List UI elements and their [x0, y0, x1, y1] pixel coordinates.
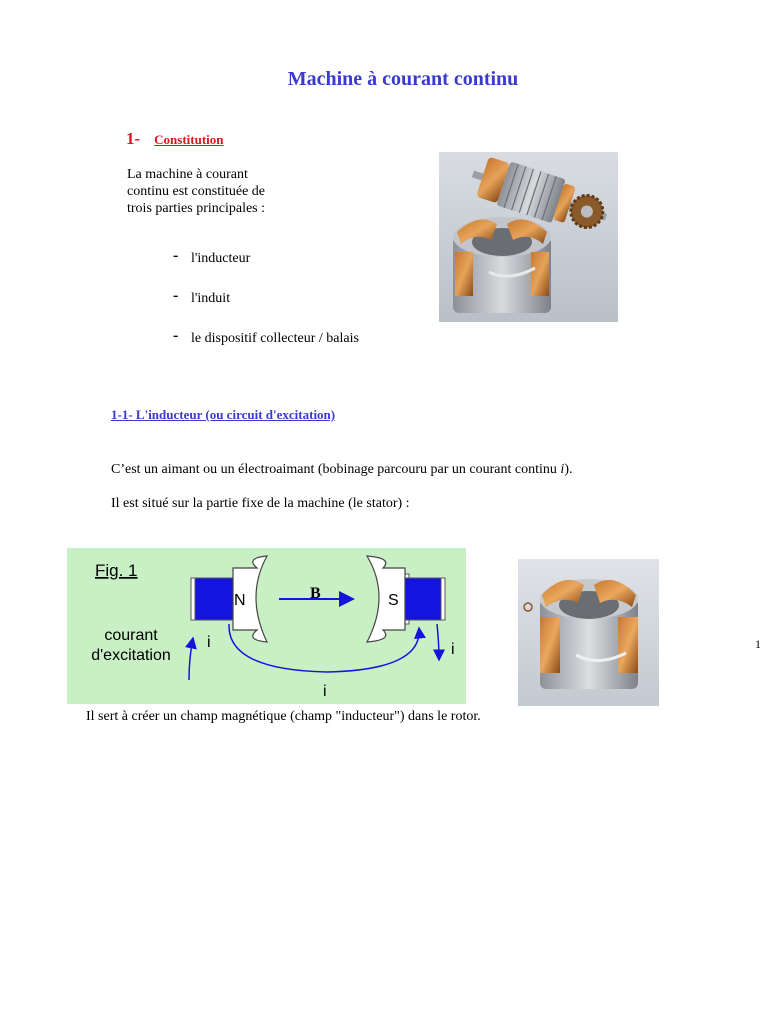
bullet-marker: - [173, 287, 179, 304]
field-label: B [310, 585, 321, 602]
right-coil [403, 574, 445, 624]
paragraph-text: ). [564, 462, 573, 477]
list-item-text: l'induit [191, 291, 231, 306]
intro-line: La machine à courant [127, 167, 248, 182]
motor-parts-photo [439, 152, 618, 322]
current-i-label: i [323, 683, 327, 700]
section-label: Constitution [154, 132, 224, 147]
list-item [173, 247, 250, 267]
bullet-marker: - [173, 247, 179, 264]
current-i-label: i [207, 634, 211, 651]
south-label: S [388, 592, 399, 609]
figure-title: Fig. 1 [95, 561, 138, 580]
paragraph [111, 462, 572, 478]
variable-i: i [560, 462, 565, 477]
intro-line: continu est constituée de [127, 184, 266, 199]
paragraph-text: C’est un aimant ou un électroaimant (bobinage parcouru par un courant continu [111, 462, 561, 477]
paragraph: Il sert à créer un champ magnétique (champ "inducteur") dans le rotor. [86, 709, 481, 724]
bullet-marker: - [173, 327, 179, 344]
list-item-text: le dispositif collecteur / balais [191, 331, 359, 346]
section-heading-constitution [126, 129, 224, 149]
subsection-heading: 1-1- L'inducteur (ou circuit d'excitation) [111, 407, 336, 422]
stator-photo [518, 559, 659, 706]
current-label: courant [104, 627, 158, 644]
north-label: N [234, 592, 246, 609]
page-title: Machine à courant continu [287, 68, 519, 90]
intro-line: trois parties principales : [127, 201, 266, 216]
intro-text [127, 166, 297, 217]
section-number: 1- [126, 129, 141, 148]
figure-1 [67, 548, 466, 704]
list-item [173, 327, 359, 347]
current-label: d'excitation [91, 647, 171, 664]
page-number: 1 [755, 637, 761, 651]
list-item [173, 287, 230, 307]
list-item-text: l'inducteur [191, 251, 251, 266]
paragraph: Il est situé sur la partie fixe de la machine (le stator) : [111, 496, 410, 511]
left-coil [191, 574, 239, 624]
current-i-label: i [451, 641, 455, 658]
